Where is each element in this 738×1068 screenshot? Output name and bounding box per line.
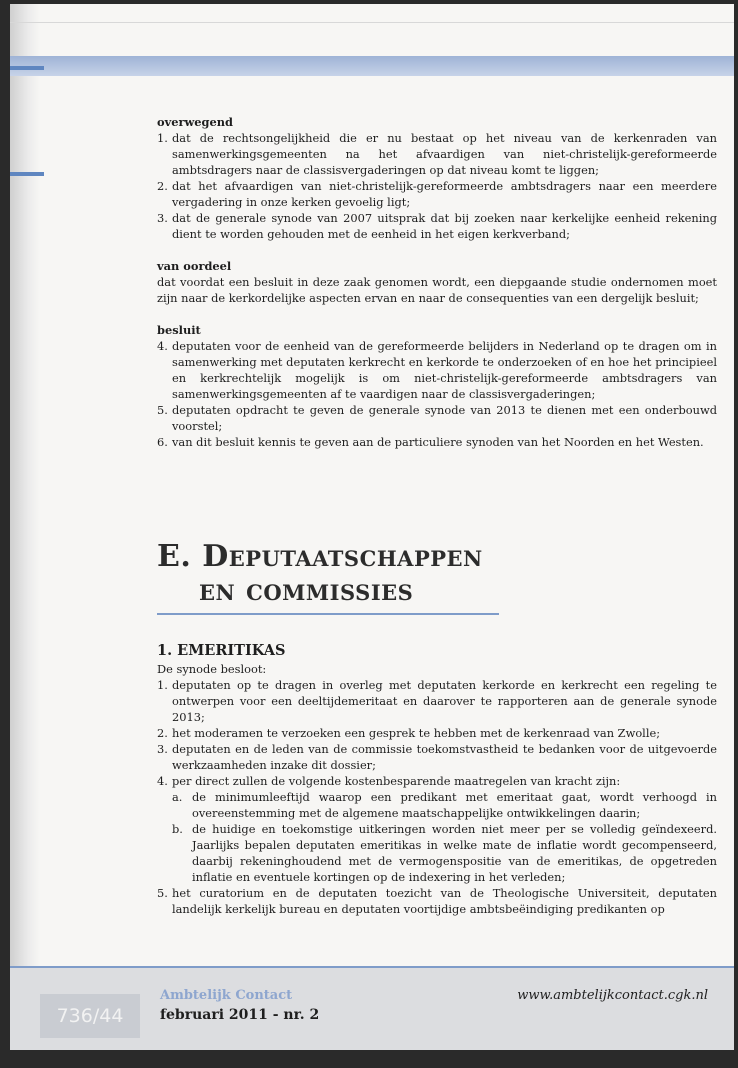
subsection-title: 1. EMERITIKAS [157,642,286,659]
list-item: 5. deputaten opdracht te geven de generale synode van 2013 te dienen met een onderbouwd voorstel; [157,403,717,433]
oordeel-text: dat voordat een besluit in deze zaak genomen wordt, een diepgaande studie ondernomen moet zijn naar de kerkordelijke aspecten ervan en naar de consequenties van een dergelijk besluit; [157,275,717,305]
list-item: 4. per direct zullen de volgende kostenbesparende maatregelen van kracht zijn: a. de minimumleeftijd waarop een predikant met emeritaat gaat, wordt verhoogd in overeenstemming met de algemene maatschappelijke ontwikkelingen daarin; b. de huidige en toekomstige uitkeringen worden niet meer per se volledig geïndexeerd. Jaarlijks bepalen deputaten emeritikas in welke mate de inflatie wordt gecompenseerd, daarbij rekeninghoudend met de vermogenspositie van de emeritikas, de opgetreden inflatie en eventuele kortingen op de indexering in het verleden; [157,774,717,884]
list-item: 4. deputaten voor de eenheid van de gereformeerde belijders in Nederland op te dragen om in samenwerking met deputaten kerkrecht en kerkorde te onderzoeken of en hoe het principieel en kerkrechtelijk mogelijk is om niet-christelijk-gereformeerde ambtsdragers van samenwerkingsgemeenten af te vaardigen naar de classisvergaderingen; [157,339,717,401]
magazine-issue: februari 2011 - nr. 2 [160,1007,320,1023]
section-rule [157,613,499,615]
list-item: 3. deputaten en de leden van de commissie toekomstvastheid te bedanken voor de uitgevoerde werkzaamheden inzake dit dossier; [157,742,717,772]
sub-list [172,789,717,885]
magazine-title: Ambtelijk Contact [160,988,293,1003]
list-item: 3. dat de generale synode van 2007 uitsprak dat bij zoeken naar kerkelijke eenheid rekening dient te worden gehouden met de eenheid in het eigen kerkverband; [157,211,717,241]
document-page [10,4,734,1050]
intro-text: De synode besloot: [157,662,267,676]
page-edge-shadow [10,4,40,1050]
emeritikas-block [157,641,717,917]
sub-list-item: b. de huidige en toekomstige uitkeringen worden niet meer per se volledig geïndexeerd. Jaarlijks bepalen deputaten emeritikas in welke mate de inflatie wordt gecompenseerd, daarbij rekeninghoudend met de vermogenspositie van de emeritikas, de opgetreden inflatie en eventuele kortingen op de indexering in het verleden; [172,822,717,884]
section-title-line2: en commissies [199,573,414,608]
header-band [10,56,734,76]
oordeel-heading: van oordeel [157,259,232,273]
top-divider [10,22,734,23]
list-item: 2. dat het afvaardigen van niet-christelijk-gereformeerde ambtsdragers naar een meerdere vergadering in onze kerken gevoelig ligt; [157,179,717,209]
side-tab-mark [10,66,44,70]
section-letter: E. [157,539,192,574]
list-item: 2. het moderamen te verzoeken een gesprek te hebben met de kerkenraad van Zwolle; [157,726,661,740]
section-title-line1: Deputaatschappen [202,539,483,574]
resolution-block [157,114,717,450]
section-title [157,540,483,608]
list-item: 1. deputaten op te dragen in overleg met deputaten kerkorde en kerkrecht een regeling te ontwerpen voor een deeltijdemeritaat en daarover te rapporteren aan de generale synode 2013; [157,678,717,724]
list-item: 6. van dit besluit kennis te geven aan de particuliere synoden van het Noorden en het Westen. [157,435,704,449]
emeritikas-list [157,677,717,917]
overwegend-list [157,130,717,242]
page-number: 736/44 [40,994,140,1038]
list-item: 1. dat de rechtsongelijkheid die er nu bestaat op het niveau van de kerkenraden van samenwerkingsgemeenten na het afvaardigen van niet-christelijk-gereformeerde ambtsdragers naar de classisvergaderingen op dat niveau komt te liggen; [157,131,717,177]
besluit-list [157,338,717,450]
overwegend-heading: overwegend [157,115,233,129]
website-url: www.ambtelijkcontact.cgk.nl [517,988,708,1003]
besluit-heading: besluit [157,323,201,337]
sub-list-item: a. de minimumleeftijd waarop een predikant met emeritaat gaat, wordt verhoogd in overeenstemming met de algemene maatschappelijke ontwikkelingen daarin; [172,790,717,820]
side-tab-mark [10,172,44,176]
list-item: 5. het curatorium en de deputaten toezicht van de Theologische Universiteit, deputaten landelijk kerkelijk bureau en deputaten voortijdige ambtsbeëindiging predikanten op [157,886,717,916]
